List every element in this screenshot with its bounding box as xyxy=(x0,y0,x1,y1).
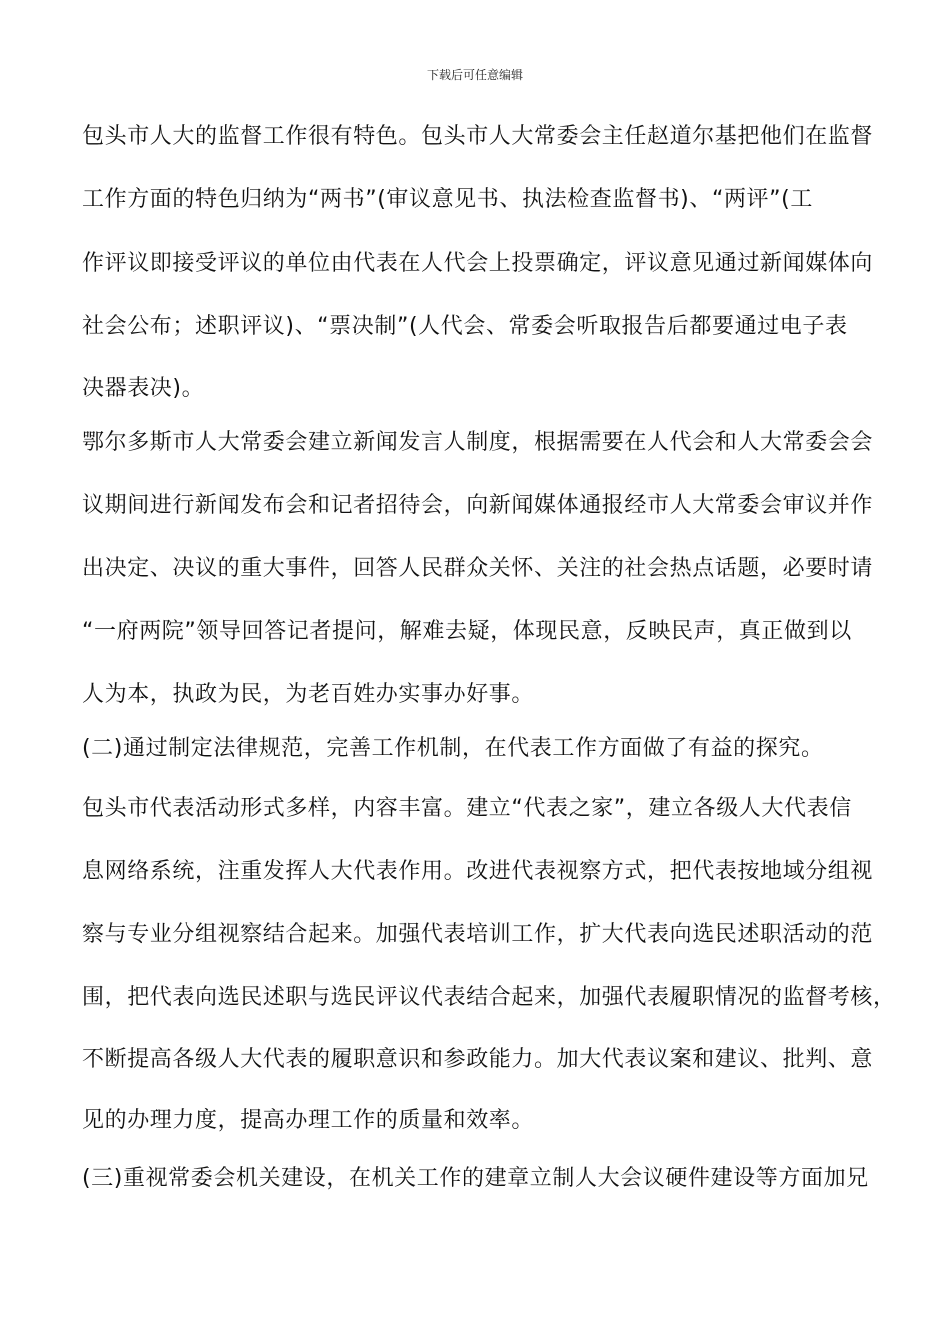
text-line: 息网络系统，注重发挥人大代表作用。改进代表视察方式，把代表按地域分组视 xyxy=(82,859,874,884)
text-line: 人为本，执政为民，为老百姓办实事办好事。 xyxy=(82,682,535,707)
text-line: 社会公布；述职评议)、“票决制”(人代会、常委会听取报告后都要通过电子表 xyxy=(82,314,848,339)
text-line: 议期间进行新闻发布会和记者招待会，向新闻媒体通报经市人大常委会审议并作 xyxy=(82,493,874,518)
section-heading: (二)通过制定法律规范，完善工作机制，在代表工作方面做了有益的探究。 xyxy=(82,736,824,761)
text-line: 出决定、决议的重大事件，回答人民群众关怀、关注的社会热点话题，必要时请 xyxy=(82,556,874,581)
text-line: 包头市人大的监督工作很有特色。包头市人大常委会主任赵道尔基把他们在监督 xyxy=(82,124,874,149)
text-line: 作评议即接受评议的单位由代表在人代会上投票确定，评议意见通过新闻媒体向 xyxy=(82,251,874,276)
text-line: “一府两院”领导回答记者提问，解难去疑，体现民意，反映民声，真正做到以 xyxy=(82,619,852,644)
page-header: 下载后可任意编辑 xyxy=(426,68,523,82)
text-line: 见的办理力度，提高办理工作的质量和效率。 xyxy=(82,1108,535,1133)
text-line: 鄂尔多斯市人大常委会建立新闻发言人制度，根据需要在人代会和人大常委会会 xyxy=(82,430,874,455)
text-line: 不断提高各级人大代表的履职意识和参政能力。加大代表议案和建议、批判、意 xyxy=(82,1047,874,1072)
section-heading: (三)重视常委会机关建设，在机关工作的建章立制人大会议硬件建设等方面加兄 xyxy=(82,1166,869,1191)
text-line: 决器表决)。 xyxy=(82,376,205,401)
text-line: 工作方面的特色归纳为“两书”(审议意见书、执法检查监督书)、“两评”(工 xyxy=(82,187,813,212)
text-line: 察与专业分组视察结合起来。加强代表培训工作，扩大代表向选民述职活动的范 xyxy=(82,922,874,947)
text-line: 包头市代表活动形式多样，内容丰富。建立“代表之家”，建立各级人大代表信 xyxy=(82,796,852,821)
text-line: 围，把代表向选民述职与选民评议代表结合起来，加强代表履职情况的监督考核， xyxy=(82,985,896,1010)
